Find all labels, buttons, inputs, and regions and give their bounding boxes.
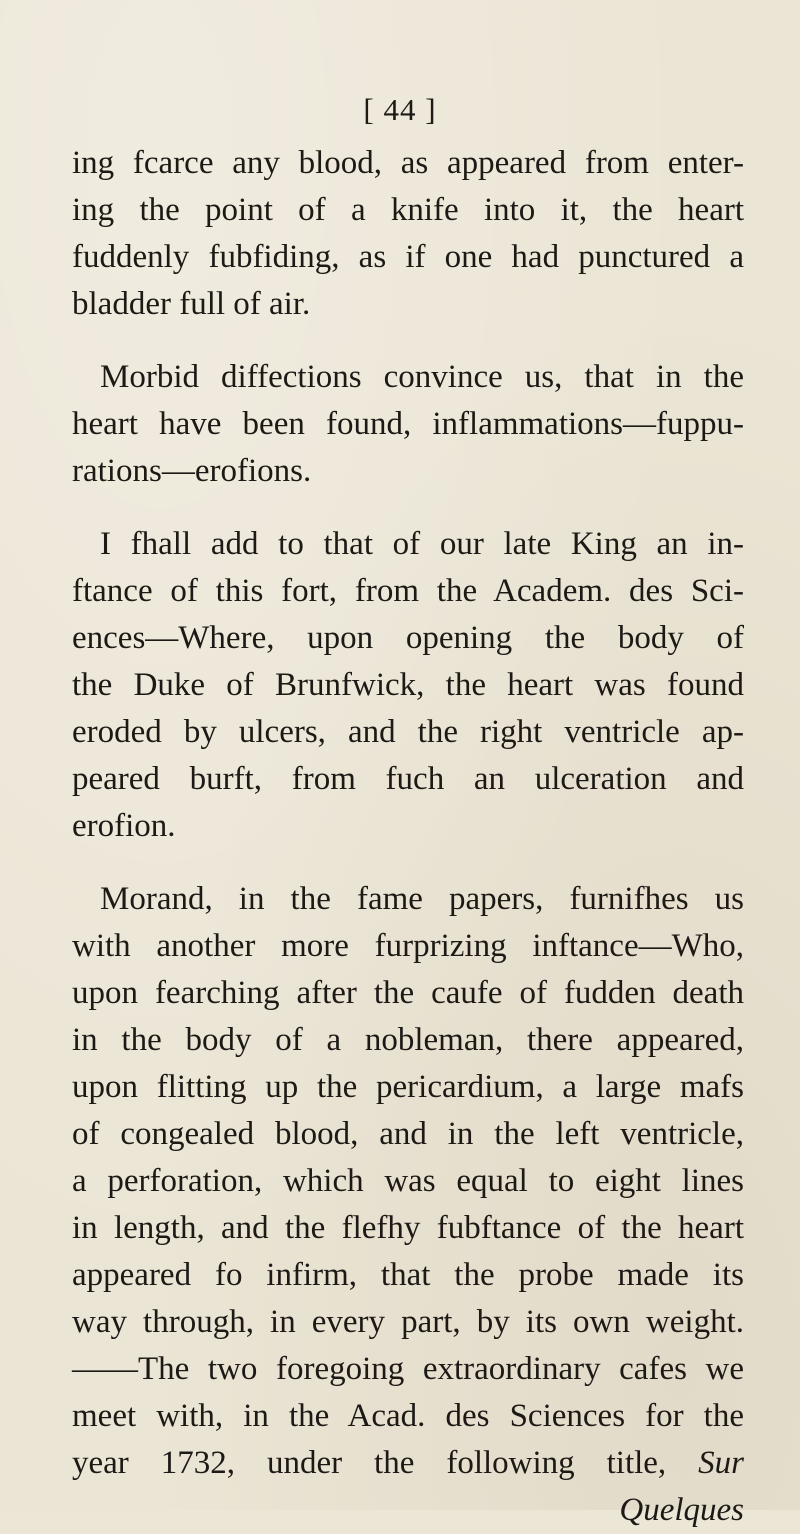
paragraph-1 bbox=[72, 140, 744, 328]
text-line-with-title bbox=[72, 1440, 744, 1487]
text-line: Morbid diffections convince us, that in the bbox=[100, 359, 744, 395]
text-line: upon flitting up the pericardium, a large mafs bbox=[72, 1069, 744, 1105]
italic-title-word: Sur bbox=[698, 1445, 744, 1481]
paragraph-4 bbox=[72, 876, 744, 1534]
text-line: erofion. bbox=[72, 808, 176, 844]
text-line: with another more furprizing inftance—Who, bbox=[72, 928, 744, 964]
text-line: meet with, in the Acad. des Sciences for the bbox=[72, 1398, 744, 1434]
body-text bbox=[72, 140, 744, 1534]
text-line: of congealed blood, and in the left ventricle, bbox=[72, 1116, 744, 1152]
text-line: ——The two foregoing extraordinary cafes we bbox=[72, 1351, 744, 1387]
catchword: Quelques bbox=[619, 1492, 744, 1528]
text-line: ftance of this fort, from the Academ. des Sci- bbox=[72, 573, 744, 609]
text-line: rations—erofions. bbox=[72, 453, 312, 489]
text-line: in length, and the flefhy fubftance of the heart bbox=[72, 1210, 744, 1246]
paragraph-3 bbox=[72, 521, 744, 850]
page-number: [ 44 ] bbox=[363, 92, 437, 127]
text-line: eroded by ulcers, and the right ventricle ap- bbox=[72, 714, 744, 750]
text-line: Morand, in the fame papers, furnifhes us bbox=[100, 881, 744, 917]
text-line: bladder full of air. bbox=[72, 286, 311, 322]
text-line: in the body of a nobleman, there appeared, bbox=[72, 1022, 744, 1058]
text-line: ences—Where, upon opening the body of bbox=[72, 620, 744, 656]
text-line: fuddenly fubfiding, as if one had punctured a bbox=[72, 239, 744, 275]
text-line: appeared fo infirm, that the probe made its bbox=[72, 1257, 744, 1293]
text-line-lead: year 1732, under the following title, bbox=[72, 1445, 667, 1481]
paragraph-2 bbox=[72, 354, 744, 495]
text-line: a perforation, which was equal to eight lines bbox=[72, 1163, 744, 1199]
text-line: upon fearching after the caufe of fudden death bbox=[72, 975, 744, 1011]
text-line: the Duke of Brunfwick, the heart was found bbox=[72, 667, 744, 703]
text-line: ing the point of a knife into it, the heart bbox=[72, 192, 744, 228]
text-line: I fhall add to that of our late King an in- bbox=[100, 526, 744, 562]
text-line: peared burft, from fuch an ulceration and bbox=[72, 761, 744, 797]
text-line: heart have been found, inflammations—fuppu- bbox=[72, 406, 744, 442]
text-line: way through, in every part, by its own weight. bbox=[72, 1304, 744, 1340]
text-line: ing fcarce any blood, as appeared from enter- bbox=[72, 145, 744, 181]
